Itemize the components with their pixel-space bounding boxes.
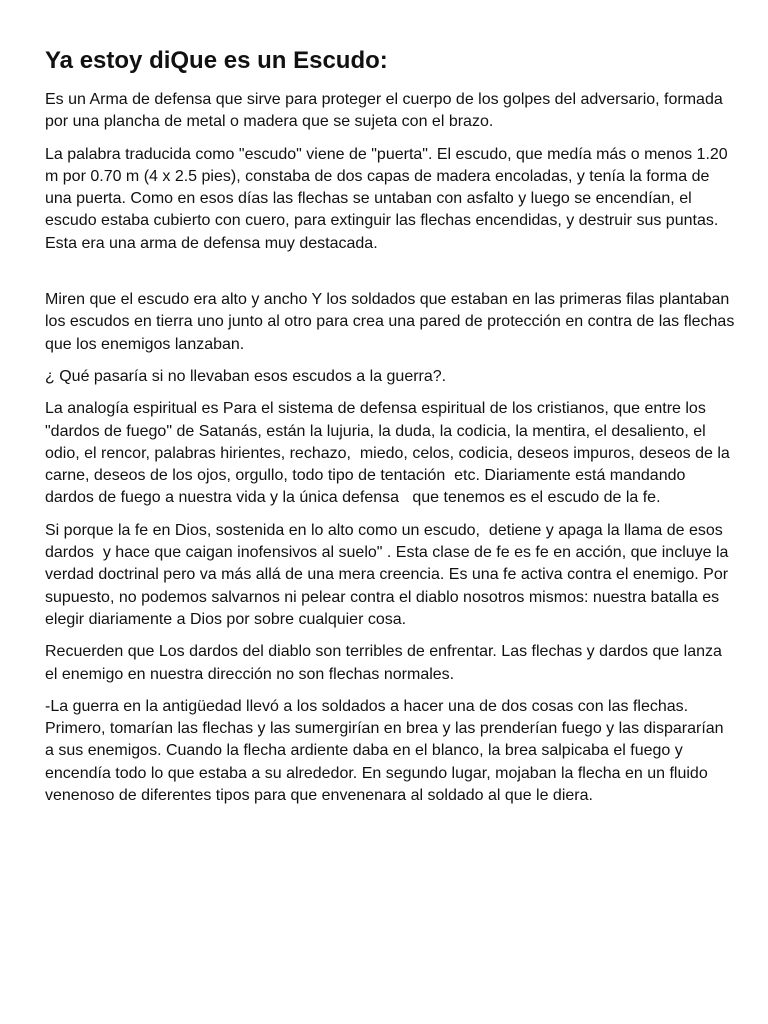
paragraph-ancient-warfare: -La guerra en la antigüedad llevó a los soldados a hacer una de dos cosas con las flechas. Primero, tomarían las flechas y las sumergirían en brea y las prenderían fuego y las dispararían a sus enemigos. Cuando la flecha ardiente daba en el blanco, la brea salpicaba el fuego y encendía todo lo que estaba a su alrededor. En segundo lugar, mojaban la flecha en un fluido venenoso de diferentes tipos para que envenenara al soldado al que le diera. [45, 697, 729, 805]
document-title: Ya estoy diQue es un Escudo: [45, 47, 388, 74]
paragraph-definition: Es un Arma de defensa que sirve para proteger el cuerpo de los golpes del adversario, formada por una plancha de metal o madera que se sujeta con el brazo. [45, 91, 728, 131]
paragraph-devil-darts: Recuerden que Los dardos del diablo son terribles de enfrentar. Las flechas y dardos que lanza el enemigo en nuestra dirección no son flechas normales. [45, 643, 727, 683]
paragraph-word-origin: La palabra traducida como "escudo" viene de "puerta". El escudo, que medía más o menos 1.20 m por 0.70 m (4 x 2.5 pies), constaba de dos capas de madera encoladas, y tenía la forma de una puerta. Como en esos días las flechas se untaban con asfalto y luego se encendían, el escudo estaba cubierto con cuero, para extinguir las flechas encendidas, y destruir sus puntas. Esta era una arma de defensa muy destacada. [45, 145, 733, 252]
paragraph-soldiers-wall: Miren que el escudo era alto y ancho Y los soldados que estaban en las primeras filas plantaban los escudos en tierra uno junto al otro para crea una pared de protección en contra de las flechas que los enemigos lanzaban. [45, 291, 739, 353]
document-page [45, 46, 739, 817]
paragraph-spiritual-analogy: La analogía espiritual es Para el sistema de defensa espiritual de los cristianos, que entre los "dardos de fuego" de Satanás, están la lujuria, la duda, la codicia, la mentira, el desaliento, el odio, el rencor, palabras hirientes, rechazo, miedo, celos, codicia, deseos impuros, deseos de la carne, deseos de los ojos, orgullo, todo tipo de tentación etc. Diariamente está mandando dardos de fuego a nuestra vida y la única defensa que tenemos es el escudo de la fe. [45, 400, 735, 507]
paragraph-question: ¿ Qué pasaría si no llevaban esos escudos a la guerra?. [45, 367, 447, 385]
paragraph-faith-in-action: Si porque la fe en Dios, sostenida en lo alto como un escudo, detiene y apaga la llama de esos dardos y hace que caigan inofensivos al suelo" . Esta clase de fe es fe en acción, que incluye la verdad doctrinal pero va más allá de una mera creencia. Es una fe activa contra el enemigo. Por supuesto, no podemos salvarnos ni pelear contra el diablo nosotros mismos: nuestra batalla es elegir diariamente a Dios por sobre cualquier cosa. [45, 521, 733, 628]
